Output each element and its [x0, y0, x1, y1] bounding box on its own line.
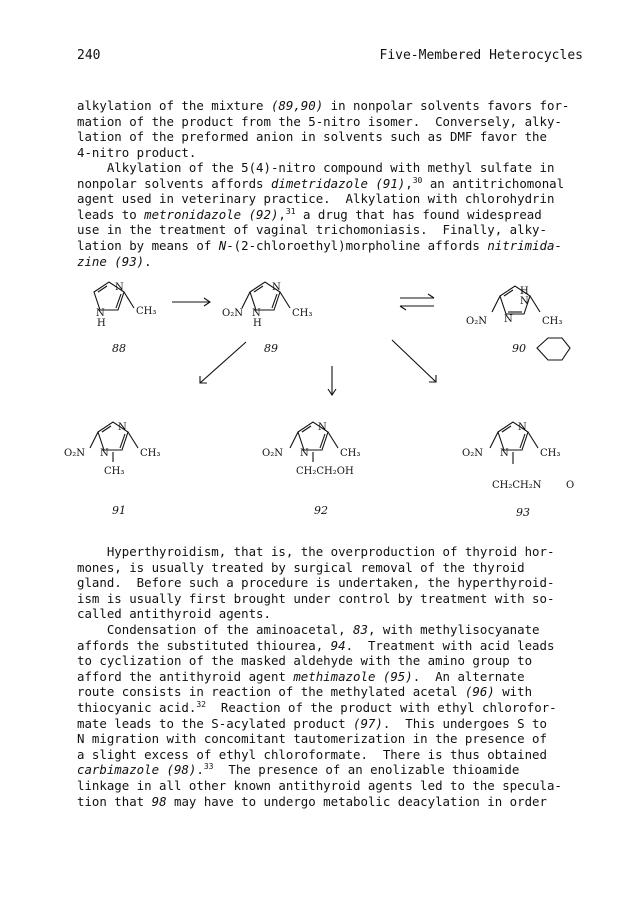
text-line: thiocyanic acid.$^{32}$ Reaction of the product with ethyl chlorofor-: [77, 699, 557, 715]
compound-label-90: 90: [512, 342, 526, 355]
imidazole-ring-90: [492, 286, 540, 314]
atom-methyl: CH₃: [136, 306, 157, 317]
text-line: tion that 98 may have to undergo metabolic deacylation in order: [77, 793, 547, 809]
compound-label-89: 89: [264, 342, 278, 355]
atom-methyl: CH₃: [292, 308, 313, 319]
text-line: linkage in all other known antithyroid agents led to the specula-: [77, 777, 562, 793]
compound-label-92: 92: [314, 504, 328, 517]
text-line: mation of the product from the 5-nitro isomer. Conversely, alky-: [77, 113, 562, 129]
text-line: a slight excess of ethyl chloroformate. There is thus obtained: [77, 746, 547, 762]
text-line: gland. Before such a procedure is undertaken, the hyperthyroid-: [77, 575, 555, 591]
text-line: afford the antithyroid agent methimazole (95). An alternate: [77, 668, 525, 684]
reaction-scheme: [60, 280, 600, 520]
atom-hydroxyethyl: CH₂CH₂OH: [296, 466, 354, 477]
atom-n: N: [504, 314, 513, 325]
atom-n: N: [115, 282, 124, 293]
atom-n: N: [300, 448, 309, 459]
text-line: N migration with concomitant tautomerization in the presence of: [77, 731, 547, 747]
atom-n: N: [252, 308, 261, 319]
text-line: affords the substituted thiourea, 94. Treatment with acid leads: [77, 637, 555, 653]
text-line: route consists in reaction of the methylated acetal (96) with: [77, 684, 533, 700]
imidazole-ring-88: [94, 282, 134, 310]
reaction-arrow-88-to-89: [172, 298, 210, 306]
text-line: nonpolar solvents affords dimetridazole (91),$^{30}$ an antitrichomonal: [77, 175, 565, 191]
text-line: lation of the preformed anion in solvents such as DMF favor the: [77, 129, 547, 145]
atom-n: N: [100, 448, 109, 459]
atom-n: N: [272, 282, 281, 293]
text-line: called antithyroid agents.: [77, 606, 271, 622]
text-line: agent used in veterinary practice. Alkylation with chlorohydrin: [77, 191, 555, 207]
atom-n: N: [518, 422, 527, 433]
atom-h: H: [97, 318, 106, 329]
imidazole-ring-93: [490, 422, 538, 464]
reaction-arrow-to-92: [328, 366, 336, 395]
atom-nitro: O₂N: [222, 308, 243, 319]
reaction-arrow-to-93: [392, 340, 436, 382]
paragraph-3: [77, 544, 597, 622]
reaction-arrow-to-91: [200, 342, 246, 383]
text-line: Alkylation of the 5(4)-nitro compound with methyl sulfate in: [77, 160, 555, 175]
text-line: ism is usually first brought under control by treatment with so-: [77, 590, 555, 606]
atom-nitro: O₂N: [262, 448, 283, 459]
compound-label-91: 91: [112, 504, 126, 517]
atom-methyl: CH₃: [540, 448, 561, 459]
page-number: 240: [77, 48, 101, 63]
text-line: Hyperthyroidism, that is, the overproduction of thyroid hor-: [77, 544, 555, 559]
atom-nitro: O₂N: [64, 448, 85, 459]
atom-methyl: CH₃: [140, 448, 161, 459]
morpholine-ring: [537, 338, 570, 360]
text-line: zine (93).: [77, 253, 152, 269]
atom-nitro: O₂N: [466, 316, 487, 327]
atom-n: N: [96, 308, 105, 319]
atom-h: H: [253, 318, 262, 329]
text-line: to cyclization of the masked aldehyde with the amino group to: [77, 653, 533, 669]
text-line: alkylation of the mixture (89,90) in nonpolar solvents favors for-: [77, 98, 570, 113]
compound-label-88: 88: [112, 342, 126, 355]
text-line: mate leads to the S-acylated product (97). This undergoes S to: [77, 715, 547, 731]
atom-o: O: [566, 480, 575, 491]
imidazole-ring-91: [90, 422, 138, 462]
compound-label-93: 93: [516, 506, 530, 519]
running-title: Five-Membered Heterocycles: [379, 48, 583, 63]
paragraph-4: [77, 622, 597, 809]
atom-methyl: CH₃: [542, 316, 563, 327]
imidazole-ring-89: [242, 282, 290, 310]
text-line: mones, is usually treated by surgical removal of the thyroid: [77, 559, 525, 575]
paragraph-2: [77, 160, 597, 269]
atom-methyl: CH₃: [340, 448, 361, 459]
atom-n: N: [520, 296, 529, 307]
text-line: 4-nitro product.: [77, 144, 197, 160]
imidazole-ring-92: [290, 422, 338, 462]
text-line: Condensation of the aminoacetal, 83, with methylisocyanate: [77, 622, 540, 637]
equilibrium-arrows: [400, 294, 434, 310]
paragraph-1: [77, 98, 597, 160]
atom-n: N: [318, 422, 327, 433]
atom-nitro: O₂N: [462, 448, 483, 459]
atom-ethyl-linker: CH₂CH₂N: [492, 480, 542, 491]
atom-n: N: [118, 422, 127, 433]
text-line: carbimazole (98).$^{33}$ The presence of an enolizable thioamide: [77, 762, 520, 778]
text-line: lation by means of N-(2-chloroethyl)morpholine affords nitrimida-: [77, 237, 562, 253]
atom-h: H: [520, 286, 529, 297]
text-line: use in the treatment of vaginal trichomoniasis. Finally, alky-: [77, 222, 547, 238]
text-line: leads to metronidazole (92),$^{31}$ a drug that has found widespread: [77, 206, 542, 222]
atom-methyl: CH₃: [104, 466, 125, 477]
atom-n: N: [500, 448, 509, 459]
